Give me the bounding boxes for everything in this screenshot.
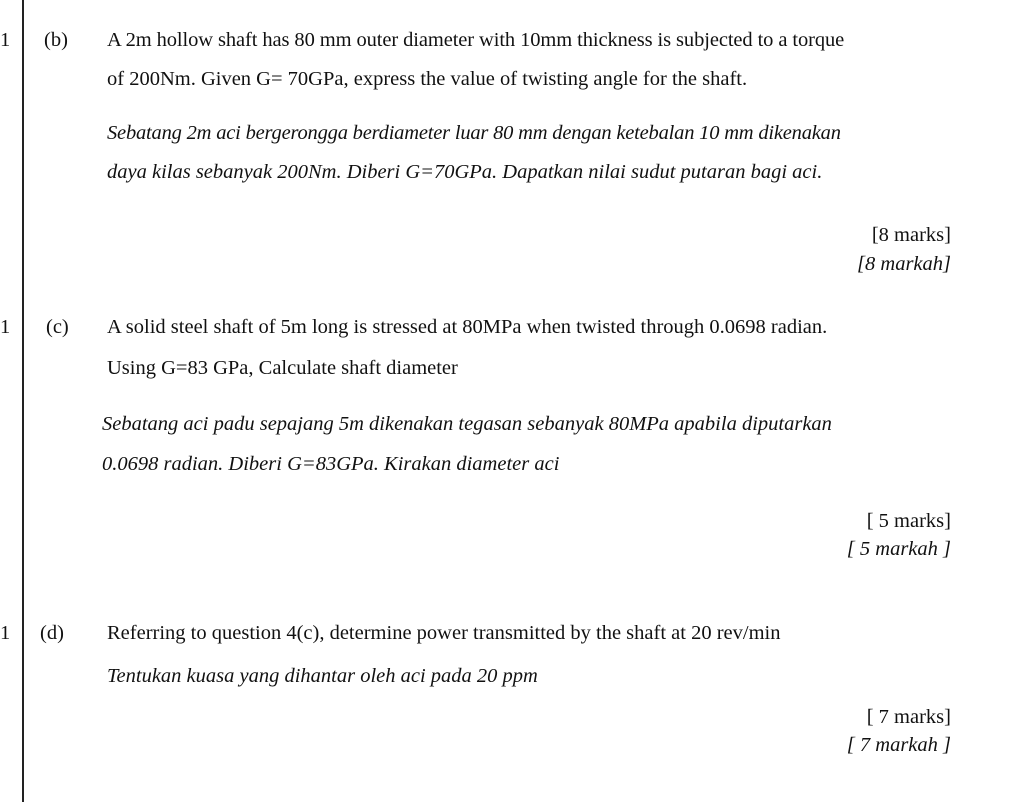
margin-number: 1 <box>0 29 11 51</box>
question-text: of 200Nm. Given G= 70GPa, express the value of twisting angle for the shaft. <box>107 68 748 90</box>
question-text: A 2m hollow shaft has 80 mm outer diameter with 10mm thickness is subjected to a torque <box>107 29 845 51</box>
question-text-malay: 0.0698 radian. Diberi G=83GPa. Kirakan diameter aci <box>102 453 560 475</box>
question-label: (c) <box>46 316 69 338</box>
question-text: A solid steel shaft of 5m long is stressed at 80MPa when twisted through 0.0698 radian. <box>107 316 828 338</box>
marks: [ 7 marks] <box>866 706 951 728</box>
markah: [8 markah] <box>857 253 951 275</box>
question-text-malay: Tentukan kuasa yang dihantar oleh aci pada 20 ppm <box>107 665 538 687</box>
marks: [ 5 marks] <box>866 510 951 532</box>
margin-divider <box>22 0 24 802</box>
margin-number: 1 <box>0 316 11 338</box>
question-text-malay: Sebatang 2m aci bergerongga berdiameter luar 80 mm dengan ketebalan 10 mm dikenakan <box>107 122 841 144</box>
question-label: (d) <box>40 622 64 644</box>
question-text-malay: daya kilas sebanyak 200Nm. Diberi G=70GPa. Dapatkan nilai sudut putaran bagi aci. <box>107 161 823 183</box>
question-text: Using G=83 GPa, Calculate shaft diameter <box>107 357 458 379</box>
markah: [ 7 markah ] <box>846 734 951 756</box>
markah: [ 5 markah ] <box>846 538 951 560</box>
margin-number: 1 <box>0 622 11 644</box>
question-text-malay: Sebatang aci padu sepajang 5m dikenakan tegasan sebanyak 80MPa apabila diputarkan <box>102 413 832 435</box>
question-text: Referring to question 4(c), determine power transmitted by the shaft at 20 rev/min <box>107 622 781 644</box>
marks: [8 marks] <box>871 224 951 246</box>
question-label: (b) <box>44 29 68 51</box>
